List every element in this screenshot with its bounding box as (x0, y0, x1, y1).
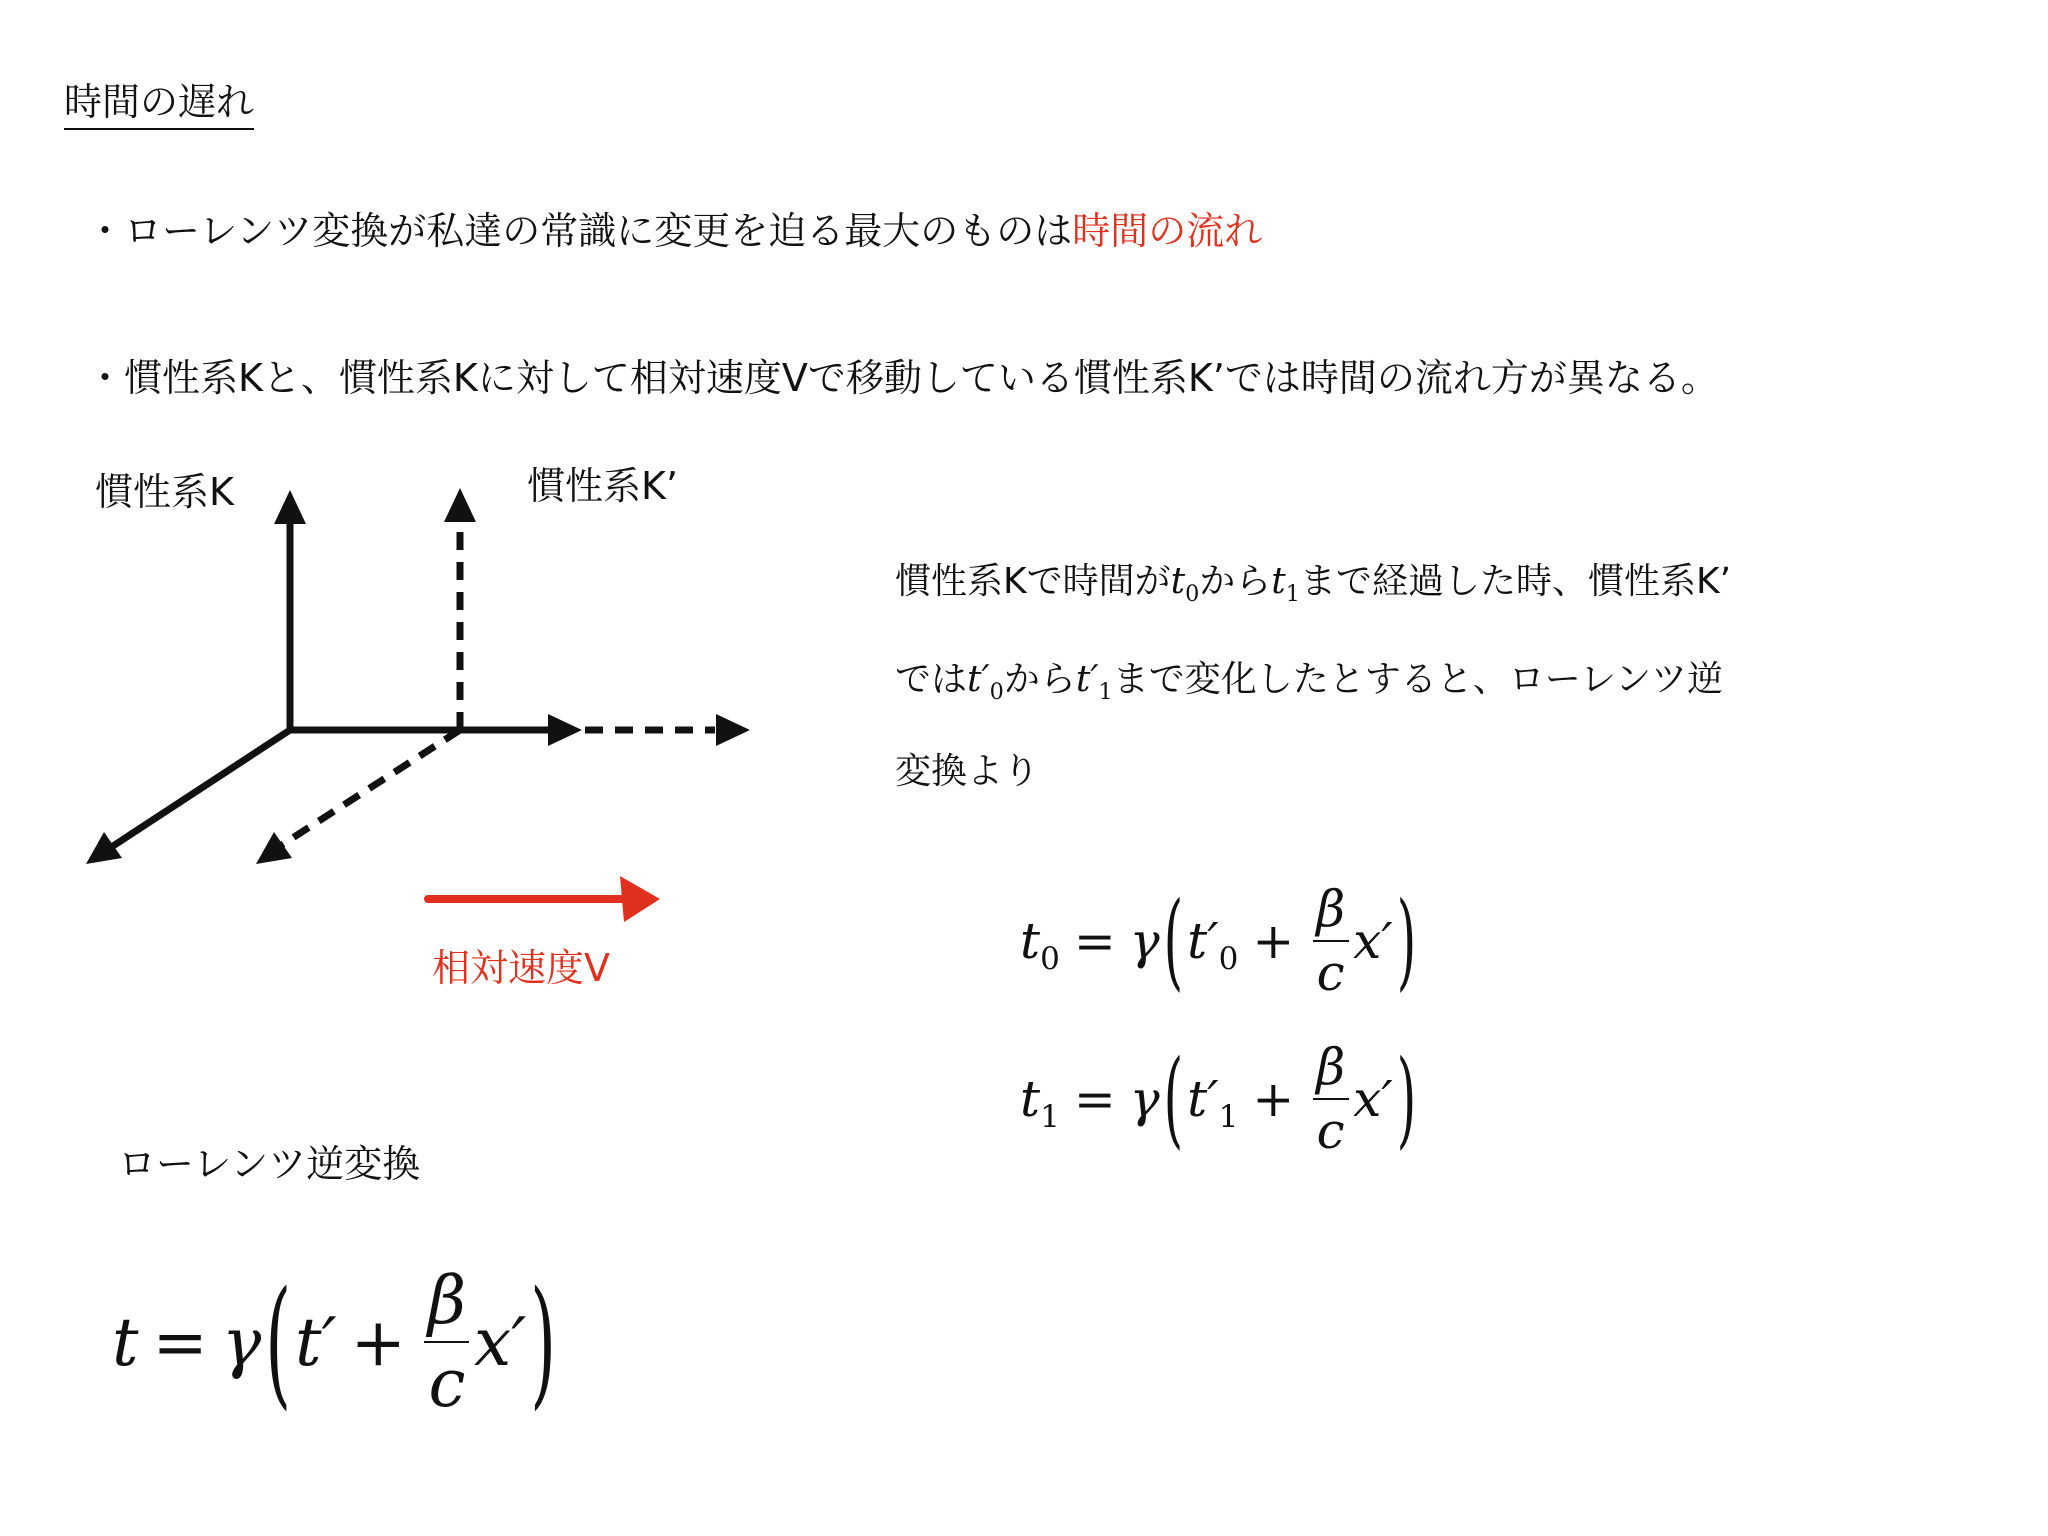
plus-sign: + (1252, 912, 1295, 970)
symbol-t0-prime: $t'_0$ (967, 659, 1004, 705)
explanation-text: まで経過した時、慣性系K’ (1299, 561, 1732, 602)
left-paren: ( (1163, 1038, 1184, 1160)
kprime-horizontal-arrowhead (716, 714, 750, 746)
frame-kprime-axes (256, 488, 750, 864)
eq0-lhs: $t_0$ (1020, 912, 1060, 977)
frame-k-axes (86, 490, 582, 864)
kprime-depth-arrowhead (256, 832, 292, 864)
x-prime: x′ (1353, 1070, 1393, 1128)
k-horizontal-arrowhead (548, 714, 582, 746)
inverse-transform-equation (112, 1262, 560, 1422)
gamma-symbol: γ (1129, 912, 1160, 970)
explanation-text: から (1003, 659, 1076, 700)
symbol-t0: $t_0$ (1170, 561, 1200, 607)
k-vertical-arrowhead (274, 490, 306, 524)
right-paren: ) (1396, 1038, 1417, 1160)
explanation-text: 慣性系Kで時間が (895, 561, 1171, 602)
kprime-depth-axis (280, 730, 460, 846)
eq0-tprime: $t'_0$ (1187, 912, 1239, 977)
explanation-line-1 (895, 556, 1731, 608)
symbol-t1: $t_1$ (1271, 561, 1300, 607)
eq1-lhs: $t_1$ (1020, 1070, 1060, 1135)
k-depth-axis (110, 730, 290, 848)
x-prime: x′ (474, 1303, 527, 1381)
explanation-line-3: 変換より (895, 751, 1040, 792)
equation-t0 (1020, 880, 1420, 1002)
gamma-symbol: γ (1129, 1070, 1160, 1128)
left-paren: ( (1163, 880, 1184, 1002)
inv-lhs: t (112, 1303, 139, 1381)
x-prime: x′ (1353, 912, 1393, 970)
bullet-1-text: ・ローレンツ変換が私達の常識に変更を迫る最大のものは (86, 209, 1073, 253)
fraction-beta-over-c: $\frac{\beta}{c}$ (1312, 880, 1349, 1002)
k-depth-arrowhead (86, 832, 122, 864)
page-title: 時間の遅れ (64, 78, 254, 130)
explanation-line-2 (895, 654, 1723, 706)
t-prime: t′ (295, 1303, 337, 1381)
label-frame-kprime: 慣性系K’ (527, 464, 678, 508)
equals-sign: = (152, 1303, 208, 1381)
right-paren: ) (1396, 880, 1417, 1002)
explanation-text: では (895, 659, 968, 700)
gamma-symbol: γ (221, 1303, 262, 1381)
label-frame-k: 慣性系K (95, 470, 234, 514)
symbol-t1-prime: $t'_1$ (1075, 659, 1113, 705)
fraction-beta-over-c: $\frac{\beta}{c}$ (424, 1262, 470, 1422)
plus-sign: + (350, 1303, 406, 1381)
kprime-vertical-arrowhead (444, 488, 476, 522)
explanation-text: まで変化したとすると、ローレンツ逆 (1112, 659, 1724, 700)
plus-sign: + (1252, 1070, 1295, 1128)
velocity-label: 相対速度V (432, 946, 610, 990)
explanation-text: から (1199, 561, 1272, 602)
inverse-transform-heading: ローレンツ逆変換 (118, 1142, 421, 1186)
bullet-2: ・慣性系Kと、慣性系Kに対して相対速度Vで移動している慣性系K’では時間の流れ方が異なる。 (86, 356, 1719, 400)
right-paren: ) (530, 1261, 556, 1423)
fraction-beta-over-c: $\frac{\beta}{c}$ (1312, 1038, 1349, 1160)
equals-sign: = (1073, 1070, 1116, 1128)
eq1-tprime: $t'_1$ (1187, 1070, 1239, 1135)
left-paren: ( (265, 1261, 292, 1423)
equation-t1 (1020, 1038, 1420, 1160)
bullet-1-highlight: 時間の流れ (1072, 209, 1263, 253)
velocity-arrow (428, 876, 660, 922)
equals-sign: = (1073, 912, 1116, 970)
